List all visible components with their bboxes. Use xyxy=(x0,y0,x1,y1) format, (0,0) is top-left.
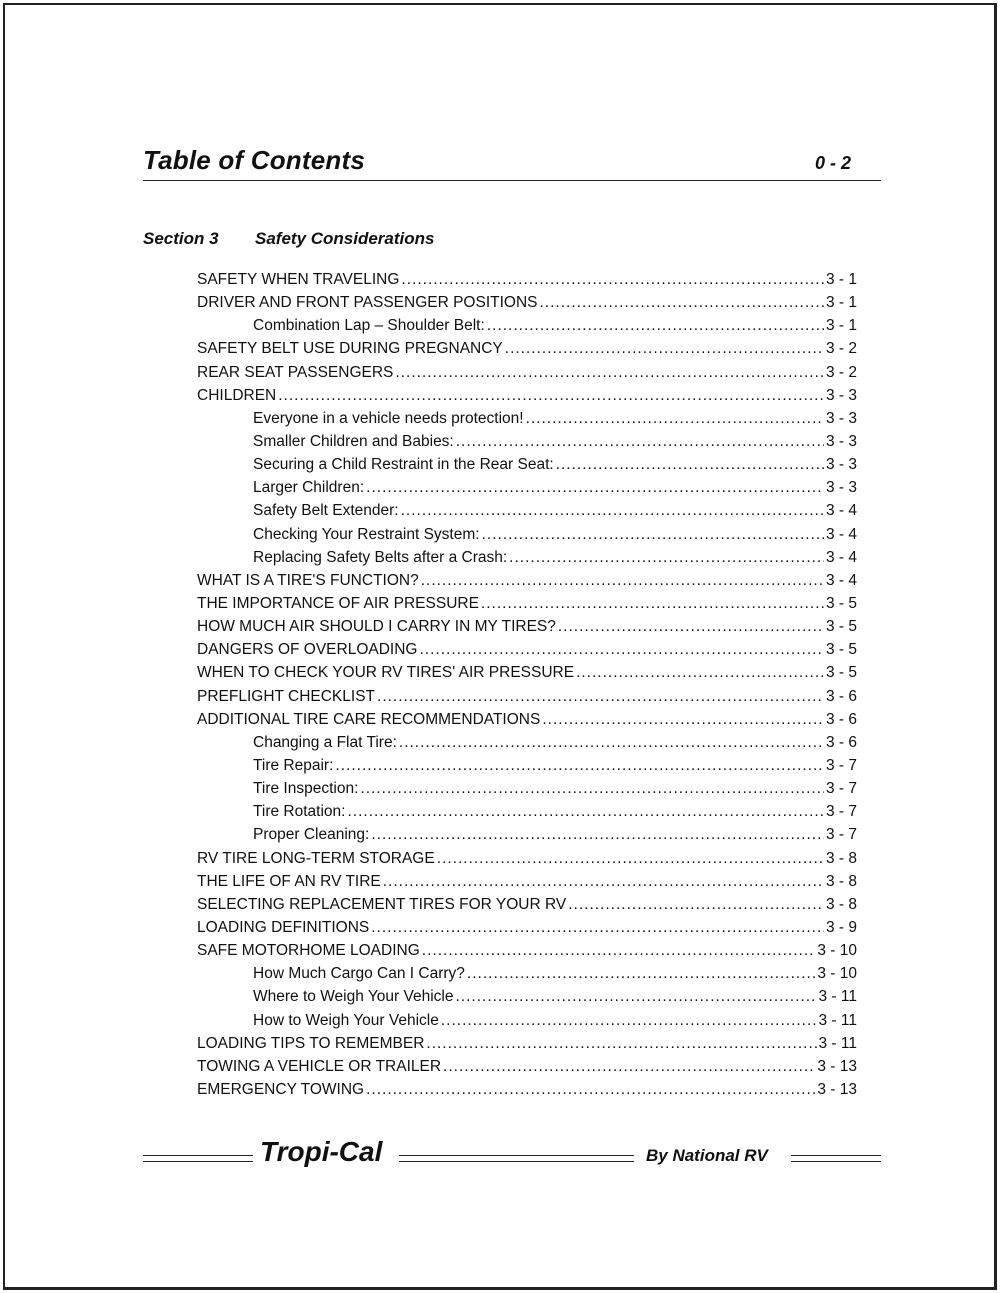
toc-entry-page: 3 - 5 xyxy=(825,664,857,682)
toc-entry-label: Where to Weigh Your Vehicle xyxy=(253,988,454,1006)
toc-entry-label: TOWING A VEHICLE OR TRAILER xyxy=(197,1057,442,1075)
toc-entry-label: Proper Cleaning: xyxy=(253,826,370,844)
dot-leader xyxy=(540,291,824,314)
dot-leader xyxy=(360,777,824,800)
toc-entry-label: SAFETY BELT USE DURING PREGNANCY xyxy=(197,340,503,358)
toc-entry[interactable] xyxy=(197,337,857,360)
toc-entry-page: 3 - 7 xyxy=(825,803,857,821)
toc-entry[interactable] xyxy=(197,731,857,754)
toc-entry[interactable] xyxy=(197,893,857,916)
toc-entry-page: 3 - 4 xyxy=(825,548,857,566)
toc-entry-page: 3 - 2 xyxy=(825,363,857,381)
toc-entry-label: DRIVER AND FRONT PASSENGER POSITIONS xyxy=(197,294,538,312)
toc-entry-label: Larger Children: xyxy=(253,479,365,497)
toc-entry-page: 3 - 6 xyxy=(825,687,857,705)
toc-entry[interactable] xyxy=(197,939,857,962)
toc-entry-label: LOADING DEFINITIONS xyxy=(197,918,370,936)
toc-entry-label: Checking Your Restraint System: xyxy=(253,525,480,543)
toc-entry[interactable] xyxy=(197,661,857,684)
dot-leader xyxy=(467,962,815,985)
dot-leader xyxy=(335,754,824,777)
toc-entry[interactable] xyxy=(197,615,857,638)
dot-leader xyxy=(371,916,824,939)
dot-leader xyxy=(422,939,816,962)
section-title: Safety Considerations xyxy=(255,229,435,248)
toc-entry-label: WHEN TO CHECK YOUR RV TIRES' AIR PRESSURE xyxy=(197,664,575,682)
dot-leader xyxy=(421,569,824,592)
toc-entry[interactable] xyxy=(197,708,857,731)
toc-entry-page: 3 - 7 xyxy=(825,826,857,844)
dot-leader xyxy=(366,476,824,499)
toc-entry-page: 3 - 7 xyxy=(825,780,857,798)
toc-entry[interactable] xyxy=(197,823,857,846)
page-number: 0 - 2 xyxy=(814,153,851,173)
toc-entry[interactable] xyxy=(197,800,857,823)
toc-entry-label: Safety Belt Extender: xyxy=(253,502,399,520)
toc-entry-page: 3 - 4 xyxy=(825,502,857,520)
toc-entry-page: 3 - 5 xyxy=(825,641,857,659)
toc-entry[interactable] xyxy=(197,361,857,384)
toc-entry[interactable] xyxy=(197,291,857,314)
toc-entry-page: 3 - 1 xyxy=(825,294,857,312)
dot-leader xyxy=(278,384,824,407)
dot-leader xyxy=(441,1009,817,1032)
toc-entry-label: WHAT IS A TIRE'S FUNCTION? xyxy=(197,571,419,589)
toc-entry[interactable] xyxy=(197,499,857,522)
toc-entry-label: LOADING TIPS TO REMEMBER xyxy=(197,1034,425,1052)
page-footer xyxy=(143,1136,881,1176)
dot-leader xyxy=(556,453,824,476)
dot-leader xyxy=(395,361,824,384)
section-heading xyxy=(143,229,435,249)
toc-entry[interactable] xyxy=(197,777,857,800)
toc-entry-page: 3 - 4 xyxy=(825,571,857,589)
toc-entry-label: RV TIRE LONG-TERM STORAGE xyxy=(197,849,435,867)
toc-entry[interactable] xyxy=(197,523,857,546)
toc-entry-label: REAR SEAT PASSENGERS xyxy=(197,363,394,381)
toc-entry[interactable] xyxy=(197,476,857,499)
toc-entry-page: 3 - 3 xyxy=(825,432,857,450)
table-of-contents xyxy=(197,268,857,1101)
toc-entry-label: HOW MUCH AIR SHOULD I CARRY IN MY TIRES? xyxy=(197,618,556,636)
footer-rule-right xyxy=(791,1155,881,1162)
section-number: Section 3 xyxy=(143,229,219,248)
toc-entry-label: Changing a Flat Tire: xyxy=(253,733,397,751)
toc-entry-page: 3 - 11 xyxy=(818,1034,857,1052)
toc-entry-label: How to Weigh Your Vehicle xyxy=(253,1011,439,1029)
toc-entry-label: ADDITIONAL TIRE CARE RECOMMENDATIONS xyxy=(197,710,541,728)
dot-leader xyxy=(576,661,824,684)
toc-entry[interactable] xyxy=(197,384,857,407)
dot-leader xyxy=(437,847,824,870)
dot-leader xyxy=(347,800,824,823)
toc-entry-label: SELECTING REPLACEMENT TIRES FOR YOUR RV xyxy=(197,895,567,913)
dot-leader xyxy=(509,546,824,569)
toc-entry[interactable] xyxy=(197,569,857,592)
footer-rule-left xyxy=(143,1155,253,1162)
toc-entry-page: 3 - 13 xyxy=(817,1057,857,1075)
footer-brand: Tropi-Cal xyxy=(260,1136,383,1167)
toc-entry[interactable] xyxy=(197,1032,857,1055)
toc-entry-page: 3 - 11 xyxy=(818,988,857,1006)
toc-entry-page: 3 - 8 xyxy=(825,849,857,867)
toc-entry-label: How Much Cargo Can I Carry? xyxy=(253,965,465,983)
toc-entry-label: SAFE MOTORHOME LOADING xyxy=(197,942,420,960)
dot-leader xyxy=(542,708,824,731)
dot-leader xyxy=(568,893,824,916)
toc-entry[interactable] xyxy=(197,546,857,569)
toc-entry-page: 3 - 1 xyxy=(825,271,857,288)
toc-entry-page: 3 - 13 xyxy=(817,1080,857,1098)
toc-entry[interactable] xyxy=(197,916,857,939)
toc-entry-page: 3 - 3 xyxy=(825,386,857,404)
toc-entry-page: 3 - 6 xyxy=(825,710,857,728)
toc-entry[interactable] xyxy=(197,754,857,777)
toc-entry[interactable] xyxy=(197,1055,857,1078)
toc-entry-page: 3 - 11 xyxy=(818,1011,857,1029)
dot-leader xyxy=(455,985,816,1008)
dot-leader xyxy=(399,731,824,754)
toc-entry-page: 3 - 3 xyxy=(825,479,857,497)
toc-entry-label: Securing a Child Restraint in the Rear Seat: xyxy=(253,456,554,474)
toc-entry-page: 3 - 3 xyxy=(825,456,857,474)
dot-leader xyxy=(401,268,824,291)
dot-leader xyxy=(558,615,824,638)
dot-leader xyxy=(482,523,824,546)
toc-entry-label: Combination Lap – Shoulder Belt: xyxy=(253,317,485,335)
toc-entry-label: Tire Repair: xyxy=(253,756,334,774)
dot-leader xyxy=(377,685,824,708)
toc-entry-page: 3 - 8 xyxy=(825,895,857,913)
toc-entry[interactable] xyxy=(197,638,857,661)
toc-entry[interactable] xyxy=(197,430,857,453)
toc-entry-page: 3 - 5 xyxy=(825,618,857,636)
toc-entry[interactable] xyxy=(197,407,857,430)
dot-leader xyxy=(505,337,824,360)
dot-leader xyxy=(456,430,824,453)
toc-entry[interactable] xyxy=(197,870,857,893)
toc-entry-label: Everyone in a vehicle needs protection! xyxy=(253,409,524,427)
toc-entry-page: 3 - 8 xyxy=(825,872,857,890)
toc-entry[interactable] xyxy=(197,268,857,291)
toc-entry[interactable] xyxy=(197,685,857,708)
toc-entry[interactable] xyxy=(197,847,857,870)
toc-entry-page: 3 - 10 xyxy=(817,965,857,983)
page-header xyxy=(143,140,881,181)
dot-leader xyxy=(383,870,824,893)
footer-rule-middle xyxy=(399,1155,634,1162)
page-title: Table of Contents xyxy=(143,145,365,175)
toc-entry-label: Replacing Safety Belts after a Crash: xyxy=(253,548,508,566)
toc-entry[interactable] xyxy=(197,314,857,337)
dot-leader xyxy=(371,823,824,846)
toc-entry-label: SAFETY WHEN TRAVELING xyxy=(197,271,400,288)
dot-leader xyxy=(526,407,824,430)
toc-entry-label: THE LIFE OF AN RV TIRE xyxy=(197,872,381,890)
toc-entry[interactable] xyxy=(197,592,857,615)
toc-entry-label: THE IMPORTANCE OF AIR PRESSURE xyxy=(197,594,479,612)
toc-entry[interactable] xyxy=(197,985,857,1008)
dot-leader xyxy=(443,1055,815,1078)
toc-entry-page: 3 - 6 xyxy=(825,733,857,751)
toc-entry[interactable] xyxy=(197,1009,857,1032)
toc-entry-page: 3 - 3 xyxy=(825,409,857,427)
toc-entry-label: Tire Inspection: xyxy=(253,780,359,798)
toc-entry-page: 3 - 7 xyxy=(825,756,857,774)
toc-entry-page: 3 - 5 xyxy=(825,594,857,612)
dot-leader xyxy=(401,499,824,522)
toc-entry[interactable] xyxy=(197,453,857,476)
dot-leader xyxy=(419,638,824,661)
toc-entry-label: PREFLIGHT CHECKLIST xyxy=(197,687,376,705)
toc-entry-page: 3 - 10 xyxy=(817,942,857,960)
dot-leader xyxy=(481,592,824,615)
toc-entry-page: 3 - 9 xyxy=(825,918,857,936)
toc-entry-label: EMERGENCY TOWING xyxy=(197,1080,365,1098)
toc-entry-page: 3 - 1 xyxy=(825,317,857,335)
toc-entry-label: Tire Rotation: xyxy=(253,803,346,821)
footer-byline: By National RV xyxy=(646,1146,768,1165)
toc-entry-label: DANGERS OF OVERLOADING xyxy=(197,641,418,659)
toc-entry-label: CHILDREN xyxy=(197,386,277,404)
dot-leader xyxy=(366,1078,815,1101)
dot-leader xyxy=(487,314,824,337)
toc-entry-page: 3 - 2 xyxy=(825,340,857,358)
toc-entry[interactable] xyxy=(197,962,857,985)
toc-entry[interactable] xyxy=(197,1078,857,1101)
toc-entry-label: Smaller Children and Babies: xyxy=(253,432,454,450)
toc-entry-page: 3 - 4 xyxy=(825,525,857,543)
dot-leader xyxy=(426,1032,816,1055)
